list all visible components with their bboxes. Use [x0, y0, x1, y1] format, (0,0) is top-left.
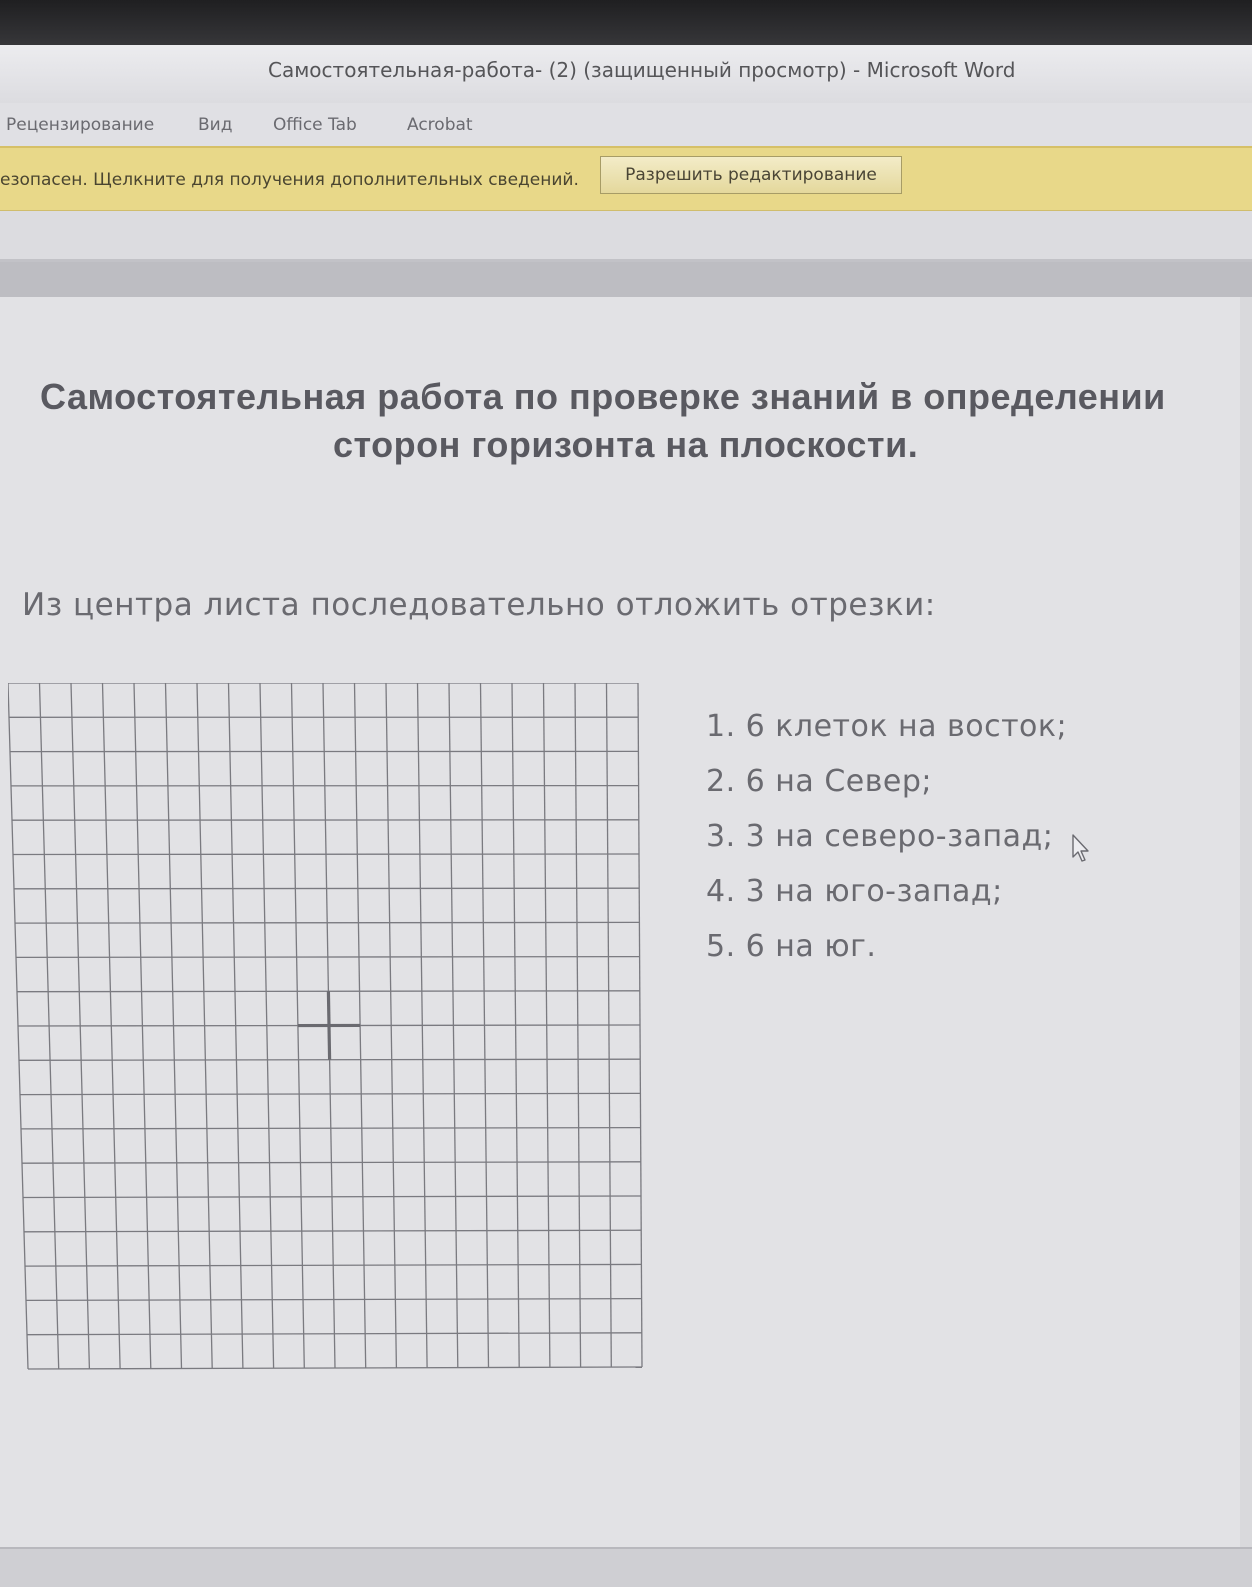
step-item: 3. 3 на северо-запад; [706, 819, 1067, 874]
grid-line-horizontal [13, 854, 639, 855]
document-title-line-2: сторон горизонта на плоскости. [0, 421, 1240, 469]
mouse-pointer-icon [1071, 833, 1093, 863]
ribbon-tab-bar [0, 103, 1252, 147]
protected-view-message[interactable]: езопасен. Щелкните для получения дополнительных сведений. [0, 170, 579, 190]
step-item: 4. 3 на юго-запад; [706, 874, 1067, 929]
document-page[interactable] [0, 297, 1240, 1547]
steps-list [706, 709, 1067, 984]
enable-editing-button[interactable]: Разрешить редактирование [600, 156, 902, 194]
grid-line-horizontal [14, 888, 639, 889]
tab-acrobat[interactable]: Acrobat [407, 115, 473, 135]
instruction-text: Из центра листа последовательно отложить отрезки: [22, 587, 936, 623]
tab-review[interactable]: Рецензирование [6, 115, 154, 135]
status-bar [0, 1547, 1252, 1587]
tab-office-tab[interactable]: Office Tab [273, 115, 357, 135]
step-item: 2. 6 на Север; [706, 764, 1067, 819]
ribbon-body [0, 211, 1252, 262]
tab-view[interactable]: Вид [198, 115, 232, 135]
document-background [0, 262, 1252, 297]
step-item: 5. 6 на юг. [706, 929, 1067, 984]
word-window [0, 45, 1252, 1585]
title-bar [0, 45, 1252, 103]
grid-line-horizontal [16, 957, 640, 958]
square-grid [8, 683, 644, 1373]
step-item: 1. 6 клеток на восток; [706, 709, 1067, 764]
protected-view-message-bar [0, 146, 1252, 212]
document-title-line-1: Самостоятельная работа по проверке знаний в определении [0, 373, 1240, 421]
window-title: Самостоятельная-работа- (2) (защищенный просмотр) - Microsoft Word [268, 58, 1015, 82]
grid-line-horizontal [15, 922, 639, 923]
document-title [0, 373, 1240, 469]
